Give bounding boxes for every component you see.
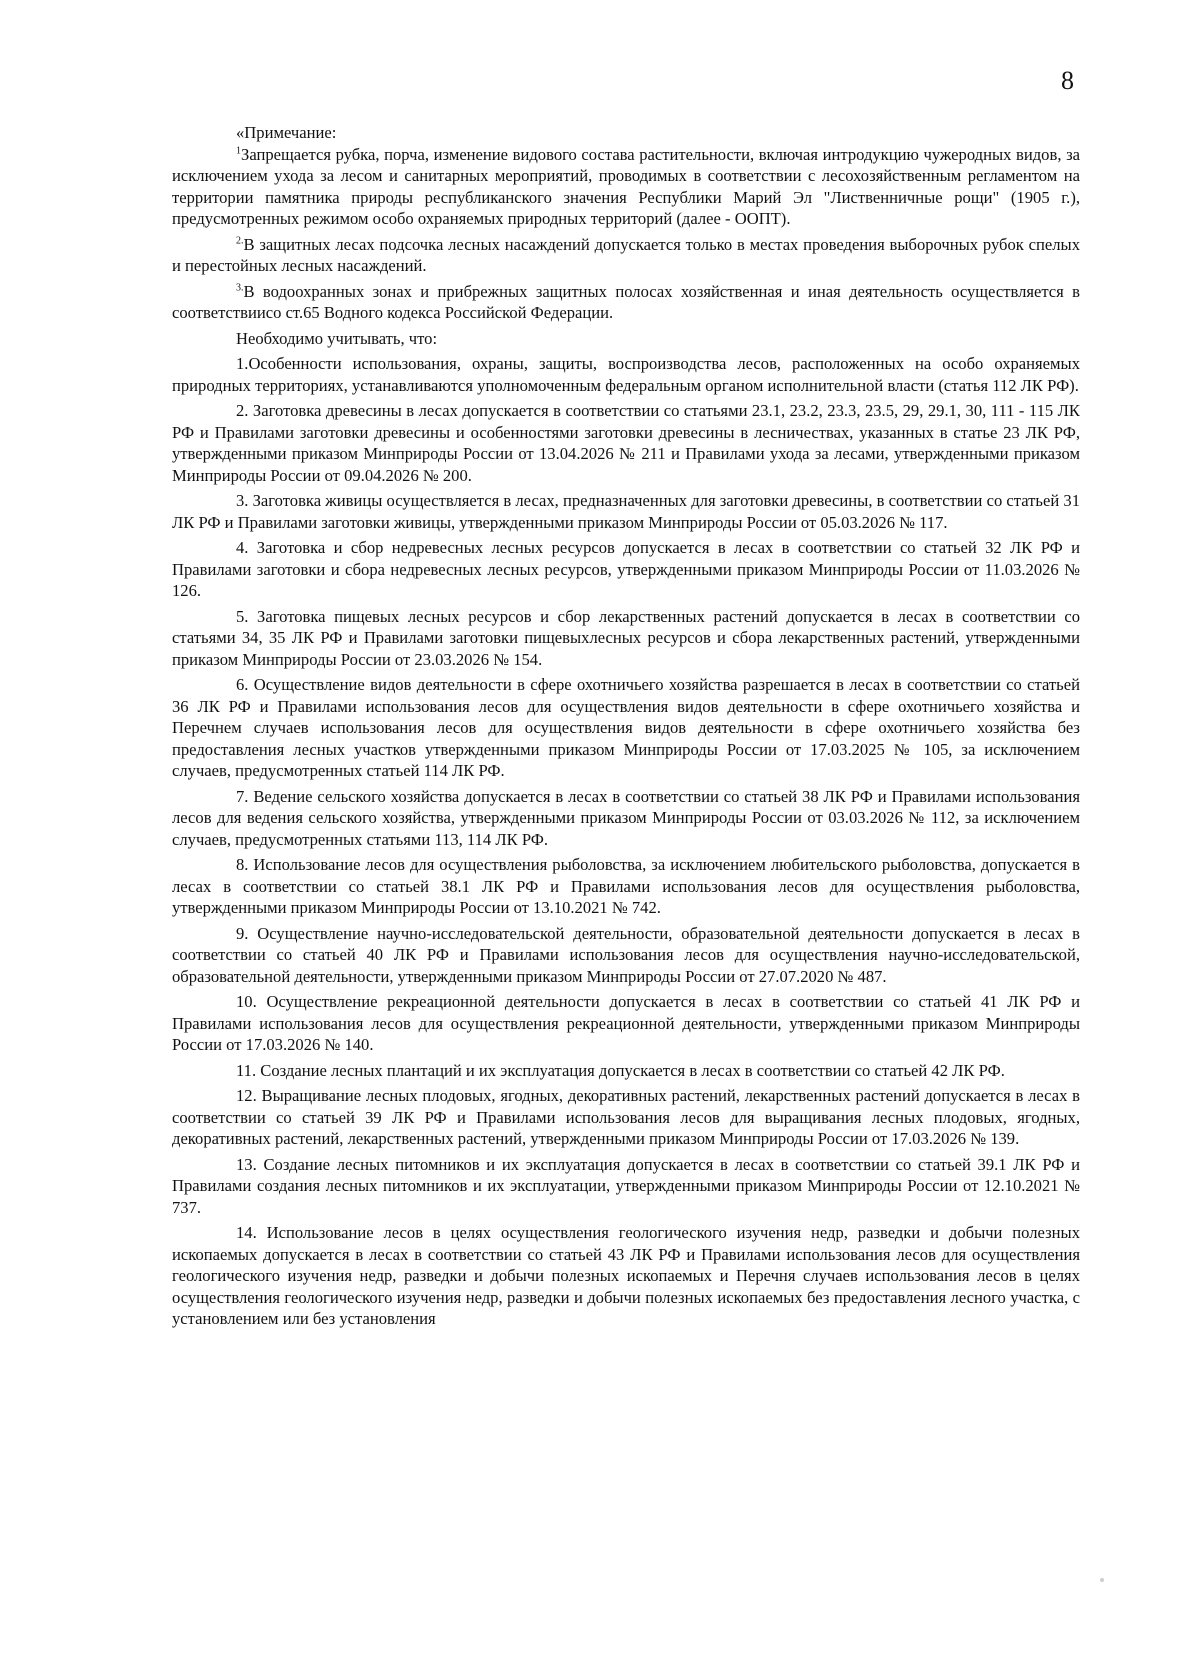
list-item: 14. Использование лесов в целях осуществления геологического изучения недр, разведки и добычи полезных ископаемых допускается в лесах в соответствии со статьей 43 ЛК РФ и Правилами использования лесов для осуществления геологического изучения недр, разведки и добычи полезных ископаемых и Перечня случаев использования лесов в целях осуществления геологического изучения недр, разведки и добычи полезных ископаемых без предоставления лесного участка, с установлением или без установления: [172, 1223, 1080, 1328]
footnote-3: [172, 281, 1080, 324]
footnote-marker: 1: [236, 144, 241, 156]
list-item: 6. Осуществление видов деятельности в сфере охотничьего хозяйства разрешается в лесах в соответствии со статьей 36 ЛК РФ и Правилами использования лесов для осуществления видов деятельности в сфере охотничьего хозяйства и Перечнем случаев использования лесов для осуществления видов деятельности в сфере охотничьего хозяйства без предоставления лесных участков утвержденными приказом Минприроды России от 17.03.2025 № 105, за исключением случаев, предусмотренных статьей 114 ЛК РФ.: [172, 675, 1080, 780]
list-item: 8. Использование лесов для осуществления рыболовства, за исключением любительского рыболовства, допускается в лесах в соответствии со статьей 38.1 ЛК РФ и Правилами использования лесов для осуществления рыболовства, утвержденными приказом Минприроды России от 13.10.2021 № 742.: [172, 855, 1080, 917]
consider-intro: Необходимо учитывать, что:: [236, 328, 438, 348]
list-item: 13. Создание лесных питомников и их эксплуатация допускается в лесах в соответствии со статьей 39.1 ЛК РФ и Правилами создания лесных питомников и их эксплуатации, утвержденными приказом Минприроды России от 12.10.2021 № 737.: [172, 1154, 1080, 1217]
list-item: 7. Ведение сельского хозяйства допускается в лесах в соответствии со статьей 38 ЛК РФ и Правилами использования лесов для ведения сельского хозяйства, утвержденными приказом Минприроды России от 03.03.2026 № 112, за исключением случаев, предусмотренных статьями 113, 114 ЛК РФ.: [172, 786, 1080, 849]
footnote-text: В защитных лесах подсочка лесных насаждений допускается только в местах проведения выборочных рубок спелых и перестойных лесных насаждений.: [172, 234, 1080, 275]
footnote-marker: 2.: [236, 234, 244, 246]
list-item: 11. Создание лесных плантаций и их эксплуатация допускается в лесах в соответствии со статьей 42 ЛК РФ.: [236, 1060, 1005, 1080]
footnote-text: В водоохранных зонах и прибрежных защитных полосах хозяйственная и иная деятельность осуществляется в соответствиисо ст.65 Водного кодекса Российской Федерации.: [172, 281, 1080, 322]
list-item: 4. Заготовка и сбор недревесных лесных ресурсов допускается в лесах в соответствии со статьей 32 ЛК РФ и Правилами заготовки и сбора недревесных лесных ресурсов, утвержденными приказом Минприроды России от 11.03.2026 № 126.: [172, 538, 1080, 600]
footnote-2: [172, 234, 1080, 277]
document-body: [172, 122, 1080, 1330]
scan-speck: [1100, 1578, 1104, 1582]
page-number: 8: [1061, 66, 1074, 95]
list-item: 12. Выращивание лесных плодовых, ягодных, декоративных растений, лекарственных растений допускается в лесах в соответствии со статьей 39 ЛК РФ и Правилами использования лесов для выращивания лесных плодовых, ягодных, декоративных растений, лекарственных растений, утвержденными приказом Минприроды России от 17.03.2026 № 139.: [172, 1086, 1080, 1148]
list-item: 9. Осуществление научно-исследовательской деятельности, образовательной деятельности допускается в лесах в соответствии со статьей 40 ЛК РФ и Правилами использования лесов для осуществления научно-исследовательской, образовательной деятельности, утвержденными приказом Минприроды России от 27.07.2020 № 487.: [172, 923, 1080, 986]
footnote-text: Запрещается рубка, порча, изменение видового состава растительности, включая интродукцию чужеродных видов, за исключением ухода за лесом и санитарных мероприятий, проводимых в соответствии с лесохозяйственным регламентом на территории памятника природы республиканского значения Республики Марий Эл "Лиственничные рощи" (1905 г.), предусмотренных режимом особо охраняемых природных территорий (далее - ООПТ).: [172, 144, 1080, 228]
list-item: 10. Осуществление рекреационной деятельности допускается в лесах в соответствии со статьей 41 ЛК РФ и Правилами использования лесов для осуществления рекреационной деятельности, утвержденными приказом Минприроды России от 17.03.2026 № 140.: [172, 992, 1080, 1054]
list-item: 1.Особенности использования, охраны, защиты, воспроизводства лесов, расположенных на особо охраняемых природных территориях, устанавливаются уполномоченным федеральным органом исполнительной власти (статья 112 ЛК РФ).: [172, 354, 1080, 395]
note-heading: «Примечание:: [236, 123, 337, 142]
list-item: 5. Заготовка пищевых лесных ресурсов и сбор лекарственных растений допускается в лесах в соответствии со статьями 34, 35 ЛК РФ и Правилами заготовки пищевыхлесных ресурсов и сбора лекарственных растений, утвержденными приказом Минприроды России от 23.03.2026 № 154.: [172, 606, 1080, 669]
list-item: 3. Заготовка живицы осуществляется в лесах, предназначенных для заготовки древесины, в соответствии со статьей 31 ЛК РФ и Правилами заготовки живицы, утвержденными приказом Минприроды России от 05.03.2026 № 117.: [172, 491, 1080, 532]
list-item: 2. Заготовка древесины в лесах допускается в соответствии со статьями 23.1, 23.2, 23.3, 23.5, 29, 29.1, 30, 111 - 115 ЛК РФ и Правилами заготовки древесины и особенностями заготовки древесины в лесничествах, указанных в статье 23 ЛК РФ, утвержденными приказом Минприроды России от 13.04.2026 № 211 и Правилами ухода за лесами, утвержденными приказом Минприроды России от 09.04.2026 № 200.: [172, 401, 1080, 485]
footnote-marker: 3.: [236, 281, 244, 293]
footnote-1: [172, 144, 1080, 230]
